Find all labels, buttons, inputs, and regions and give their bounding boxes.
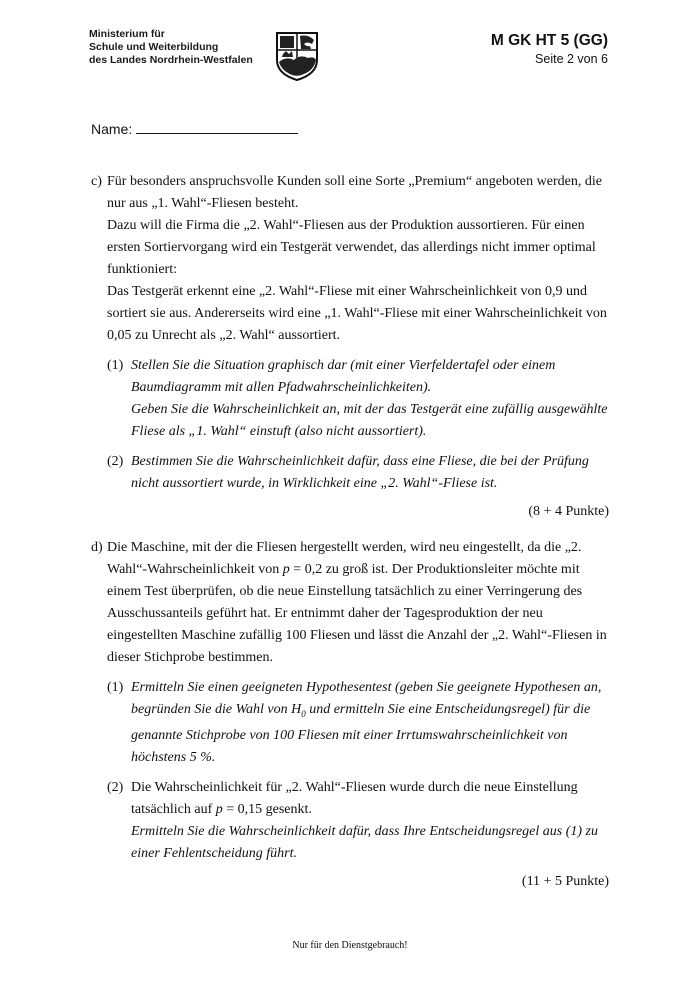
name-label: Name: bbox=[91, 121, 133, 137]
task-c-intro-3: Das Testgerät erkennt eine „2. Wahl“-Fliese mit einer Wahrscheinlichkeit von 0,9 und sortiert sie aus. Andererseits wird eine „1. Wahl“-Fliese mit einer Wahrscheinlichkeit von 0,05 zu Unrecht als „2. Wahl“ aussortiert. bbox=[107, 284, 607, 343]
ministry-name bbox=[89, 28, 253, 67]
task-d-points: (11 + 5 Punkte) bbox=[521, 873, 609, 889]
task-d bbox=[91, 537, 609, 893]
task-d-sub1-b: und ermitteln Sie eine Entscheidungsregel) für die genannte Stichprobe von 100 Fliesen mit einer Irrtumswahrscheinlichkeit von höchstens 5 %. bbox=[131, 702, 591, 765]
task-d-sub1-a: Ermitteln Sie einen geeigneten Hypothesentest (geben Sie geeignete Hypothesen an, begründen Sie die Wahl von bbox=[131, 680, 602, 717]
task-d-sub1-text bbox=[131, 677, 609, 769]
task-label: d) bbox=[91, 540, 103, 555]
task-d-sub-2 bbox=[107, 777, 609, 865]
task-c-intro-1: Für besonders anspruchsvolle Kunden soll eine Sorte „Premium“ angeboten werden, die nur aus „1. Wahl“-Fliesen besteht. bbox=[107, 174, 602, 211]
variable-h: H bbox=[291, 702, 302, 717]
task-d-intro-b: = 0,2 zu groß ist. Der Produktionsleiter möchte mit einem Test überprüfen, ob die neue Einstellung tatsächlich zu einer Verringerung des Ausschussanteils geführt hat. Er entnimmt daher der Tagesproduktion der neu eingestellten Maschine zufällig 100 Fliesen und lässt die Anzahl der „2. Wahl“-Fliesen in dieser Stichprobe bestimmen. bbox=[107, 562, 607, 665]
nrw-coat-of-arms-icon bbox=[274, 30, 320, 82]
subtask-number: (2) bbox=[107, 454, 124, 469]
task-d-sub2-b: = 0,15 gesenkt. bbox=[222, 801, 312, 817]
variable-p: p bbox=[282, 562, 290, 577]
task-d-sub2-a: Die Wahrscheinlichkeit für „2. Wahl“-Fliesen wurde durch die neue Einstellung tatsächlich auf bbox=[131, 779, 578, 817]
task-c-sub2-text: Bestimmen Sie die Wahrscheinlichkeit dafür, dass eine Fliese, die bei der Prüfung nicht aussortiert wurde, in Wirklichkeit eine „2. Wahl“-Fliese ist. bbox=[131, 454, 589, 491]
ministry-line: Schule und Weiterbildung bbox=[89, 41, 219, 53]
footer-note: Nur für den Dienstgebrauch! bbox=[292, 940, 408, 951]
task-label: c) bbox=[91, 174, 102, 189]
variable-h0 bbox=[291, 702, 306, 717]
task-c-points: (8 + 4 Punkte) bbox=[528, 504, 609, 519]
subtask-number: (1) bbox=[107, 358, 124, 373]
task-c-sub-1 bbox=[107, 355, 609, 443]
task-d-intro-a: Die Maschine, mit der die Fliesen hergestellt werden, wird neu eingestellt, da die „2. Wahl“-Wahrscheinlichkeit von bbox=[107, 540, 582, 577]
task-d-sub-1 bbox=[107, 677, 609, 769]
subtask-number: (2) bbox=[107, 779, 124, 795]
subscript-zero: 0 bbox=[301, 708, 306, 719]
task-c-sub1-line2: Geben Sie die Wahrscheinlichkeit an, mit der das Testgerät eine zufällig ausgewählte Fliese als „1. Wahl“ einstuft (also nicht aussortiert). bbox=[131, 402, 608, 439]
ministry-line: Ministerium für bbox=[89, 28, 165, 40]
name-blank-line[interactable] bbox=[136, 120, 298, 134]
ministry-line: des Landes Nordrhein-Westfalen bbox=[89, 54, 253, 66]
exam-code: M GK HT 5 (GG) bbox=[490, 32, 608, 49]
task-d-intro bbox=[107, 537, 609, 669]
page-number: Seite 2 von 6 bbox=[535, 52, 608, 66]
task-c-intro-2: Dazu will die Firma die „2. Wahl“-Fliesen aus der Produktion aussortieren. Für einen ersten Sortiervorgang wird ein Testgerät verwendet, das allerdings nicht immer optimal funktioniert: bbox=[107, 218, 596, 277]
name-field-row bbox=[91, 120, 298, 137]
task-d-sub2-line1 bbox=[131, 777, 609, 821]
variable-p: p bbox=[215, 801, 223, 817]
subtask-number: (1) bbox=[107, 680, 124, 695]
task-c-sub1-line1: Stellen Sie die Situation graphisch dar (mit einer Vierfeldertafel oder einem Baumdiagramm mit allen Pfadwahrscheinlichkeiten). bbox=[131, 358, 556, 395]
task-c bbox=[91, 171, 609, 523]
task-c-sub-2 bbox=[107, 451, 609, 495]
task-d-sub2-c: Ermitteln Sie die Wahrscheinlichkeit dafür, dass Ihre Entscheidungsregel aus (1) zu einer Fehlentscheidung führt. bbox=[131, 823, 598, 861]
